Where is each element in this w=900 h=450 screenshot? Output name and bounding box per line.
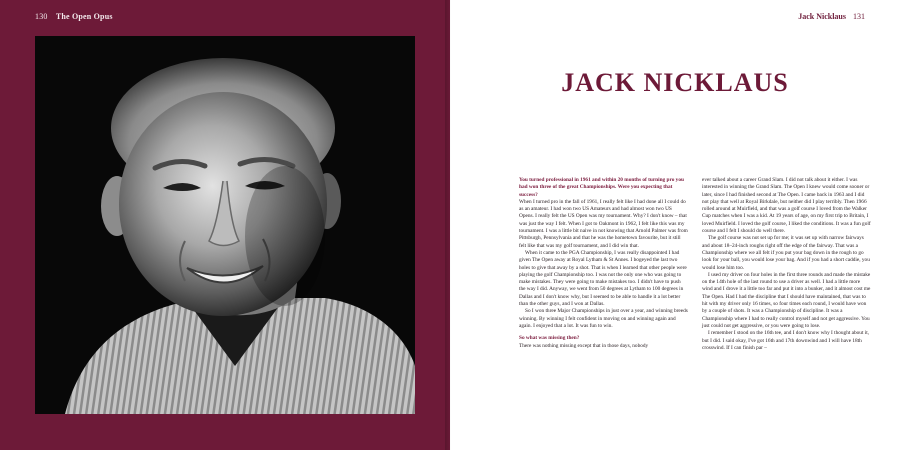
article-body (519, 177, 871, 352)
question-2: So what was missing then? (519, 335, 580, 342)
text-column-2 (702, 177, 871, 352)
answer-1-paragraph-2: When it came to the PGA Championship, I was really disappointed I had given The Open away at Royal Lytham & St Annes. I bogeyed the last two holes to give that away by a shot. That is when I learned that other people were playing the golf Championship too. I was not the only one who was going to make mistakes. They were going to make mistakes too. I didn't have to push the way I did. Anyway, we went from 50 degrees at Lytham to 100 degrees in Dallas and I don't know why, but I seemed to be able to handle it a lot better than the other guys, and I won at Dallas. (519, 249, 687, 308)
right-running-title: Jack Nicklaus (798, 12, 846, 21)
column-2-paragraph-1: ever talked about a career Grand Slam. I did not talk about it either. I was interested in winning the Grand Slam. The Open I knew would come sooner or later, since I had finished second at The Open. I came back in 1963 and I did not play that well at Royal Birkdale, but neither did I play terribly. Then 1966 rolled around at Muirfield, and that was a golf course I loved from the Walker Cup matches when I was a kid. At 19 years of age, on my first trip to Britain, I loved Muirfield. I loved the golf course, I liked the conditions. It was a fun golf course and I felt I should do well there. (702, 177, 871, 235)
left-page-number: 130 (35, 12, 48, 21)
column-2-paragraph-3: I used my driver on four holes in the first three rounds and made the mistake on the 14th hole of the last round to use a driver as well. I had a little more wind and I drove it a little too far and put it into a bunker, and it almost cost me The Open. Had I had the discipline that I should have maintained, that was to hit with my driver only 16 times, so four times each round, I would have won by a couple of shots. It was a Championship of discipline. It was a Championship where I had to really control myself and not get aggressive. You just could not get aggressive, or you were going to lose. (702, 271, 871, 329)
answer-1-paragraph-3: So I won three Major Championships in just over a year, and winning breeds winning. By winning I felt confident in moving on and winning again and again. I enjoyed that a lot. It was fun to win. (519, 308, 688, 329)
left-folio (35, 12, 113, 21)
article-heading: JACK NICKLAUS (561, 68, 789, 97)
right-page-number: 131 (853, 12, 865, 21)
right-folio (798, 12, 865, 21)
portrait-photo (35, 36, 415, 414)
answer-2-paragraph-1: There was nothing missing except that in those days, nobody (519, 342, 649, 349)
column-2-paragraph-4: I remember I stood on the 16th tee, and I don't know why I thought about it, but I did. I said okay, I've got 16th and 17th downwind and I will have 18th crosswind. If I can finish par – (702, 330, 870, 351)
question-1: You turned professional in 1961 and within 20 months of turning pro you had won three of the great Championships. Were you expecting that success? (519, 177, 684, 198)
left-running-title: The Open Opus (55, 12, 113, 21)
portrait-illustration (35, 36, 415, 414)
column-2-paragraph-2: The golf course was not set up for me; it was set up with narrow fairways and about 18–24-inch roughs right off the edge of the fairway. That was a Championship where we all felt if you put your bag down in the rough to go look for your ball, you would lose your bag. And if you had a short caddie, you would lose him too. (702, 235, 870, 271)
answer-1-paragraph-1: When I turned pro in the fall of 1961, I really felt like I had done all I could do as an amateur. I had won two US Amateurs and had almost won two US Opens. I really felt the US Open was my tournament. Why? I don't know – that was just the way I felt. When I got to Oakmont in 1962, I felt like this was my tournament. I was a little bit naive in not knowing that Arnold Palmer was from Pittsburgh, Pennsylvania and that he was the hometown favourite, but it still felt like that was my golf tournament, and I did win that. (519, 198, 688, 249)
text-column-1 (519, 177, 688, 352)
